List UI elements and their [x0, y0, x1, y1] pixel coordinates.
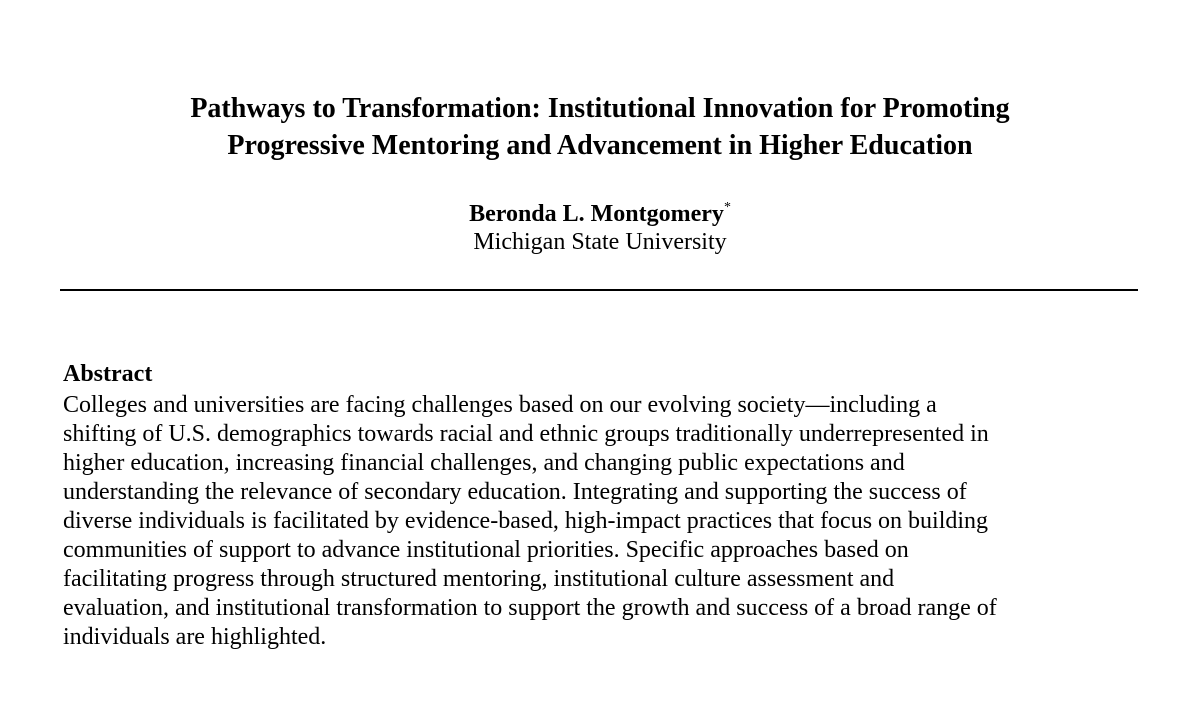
author-name: [0, 199, 1200, 229]
author-name-text: Beronda L. Montgomery: [469, 201, 724, 227]
abstract-heading: Abstract: [63, 361, 153, 387]
abstract-line: Colleges and universities are facing challenges based on our evolving society—including a: [63, 392, 937, 418]
abstract-body: [63, 391, 1163, 652]
abstract-line: evaluation, and institutional transformation to support the growth and success of a broad range of: [63, 595, 997, 621]
abstract-line: shifting of U.S. demographics towards racial and ethnic groups traditionally underrepresented in: [63, 421, 989, 447]
header-divider: [60, 289, 1138, 291]
title-line: Pathways to Transformation: Institutional Innovation for Promoting: [190, 93, 1010, 124]
abstract-line: facilitating progress through structured mentoring, institutional culture assessment and: [63, 566, 895, 592]
paper-title: [0, 90, 1200, 164]
author-footnote-mark: *: [723, 200, 731, 215]
title-line: Progressive Mentoring and Advancement in Higher Education: [227, 130, 973, 161]
abstract-line: communities of support to advance institutional priorities. Specific approaches based on: [63, 537, 909, 563]
abstract-line: understanding the relevance of secondary education. Integrating and supporting the success of: [63, 479, 967, 505]
author-affiliation: Michigan State University: [473, 229, 727, 255]
abstract-line: individuals are highlighted.: [63, 624, 327, 650]
abstract-line: higher education, increasing financial challenges, and changing public expectations and: [63, 450, 905, 476]
abstract-line: diverse individuals is facilitated by evidence-based, high-impact practices that focus on building: [63, 508, 989, 534]
